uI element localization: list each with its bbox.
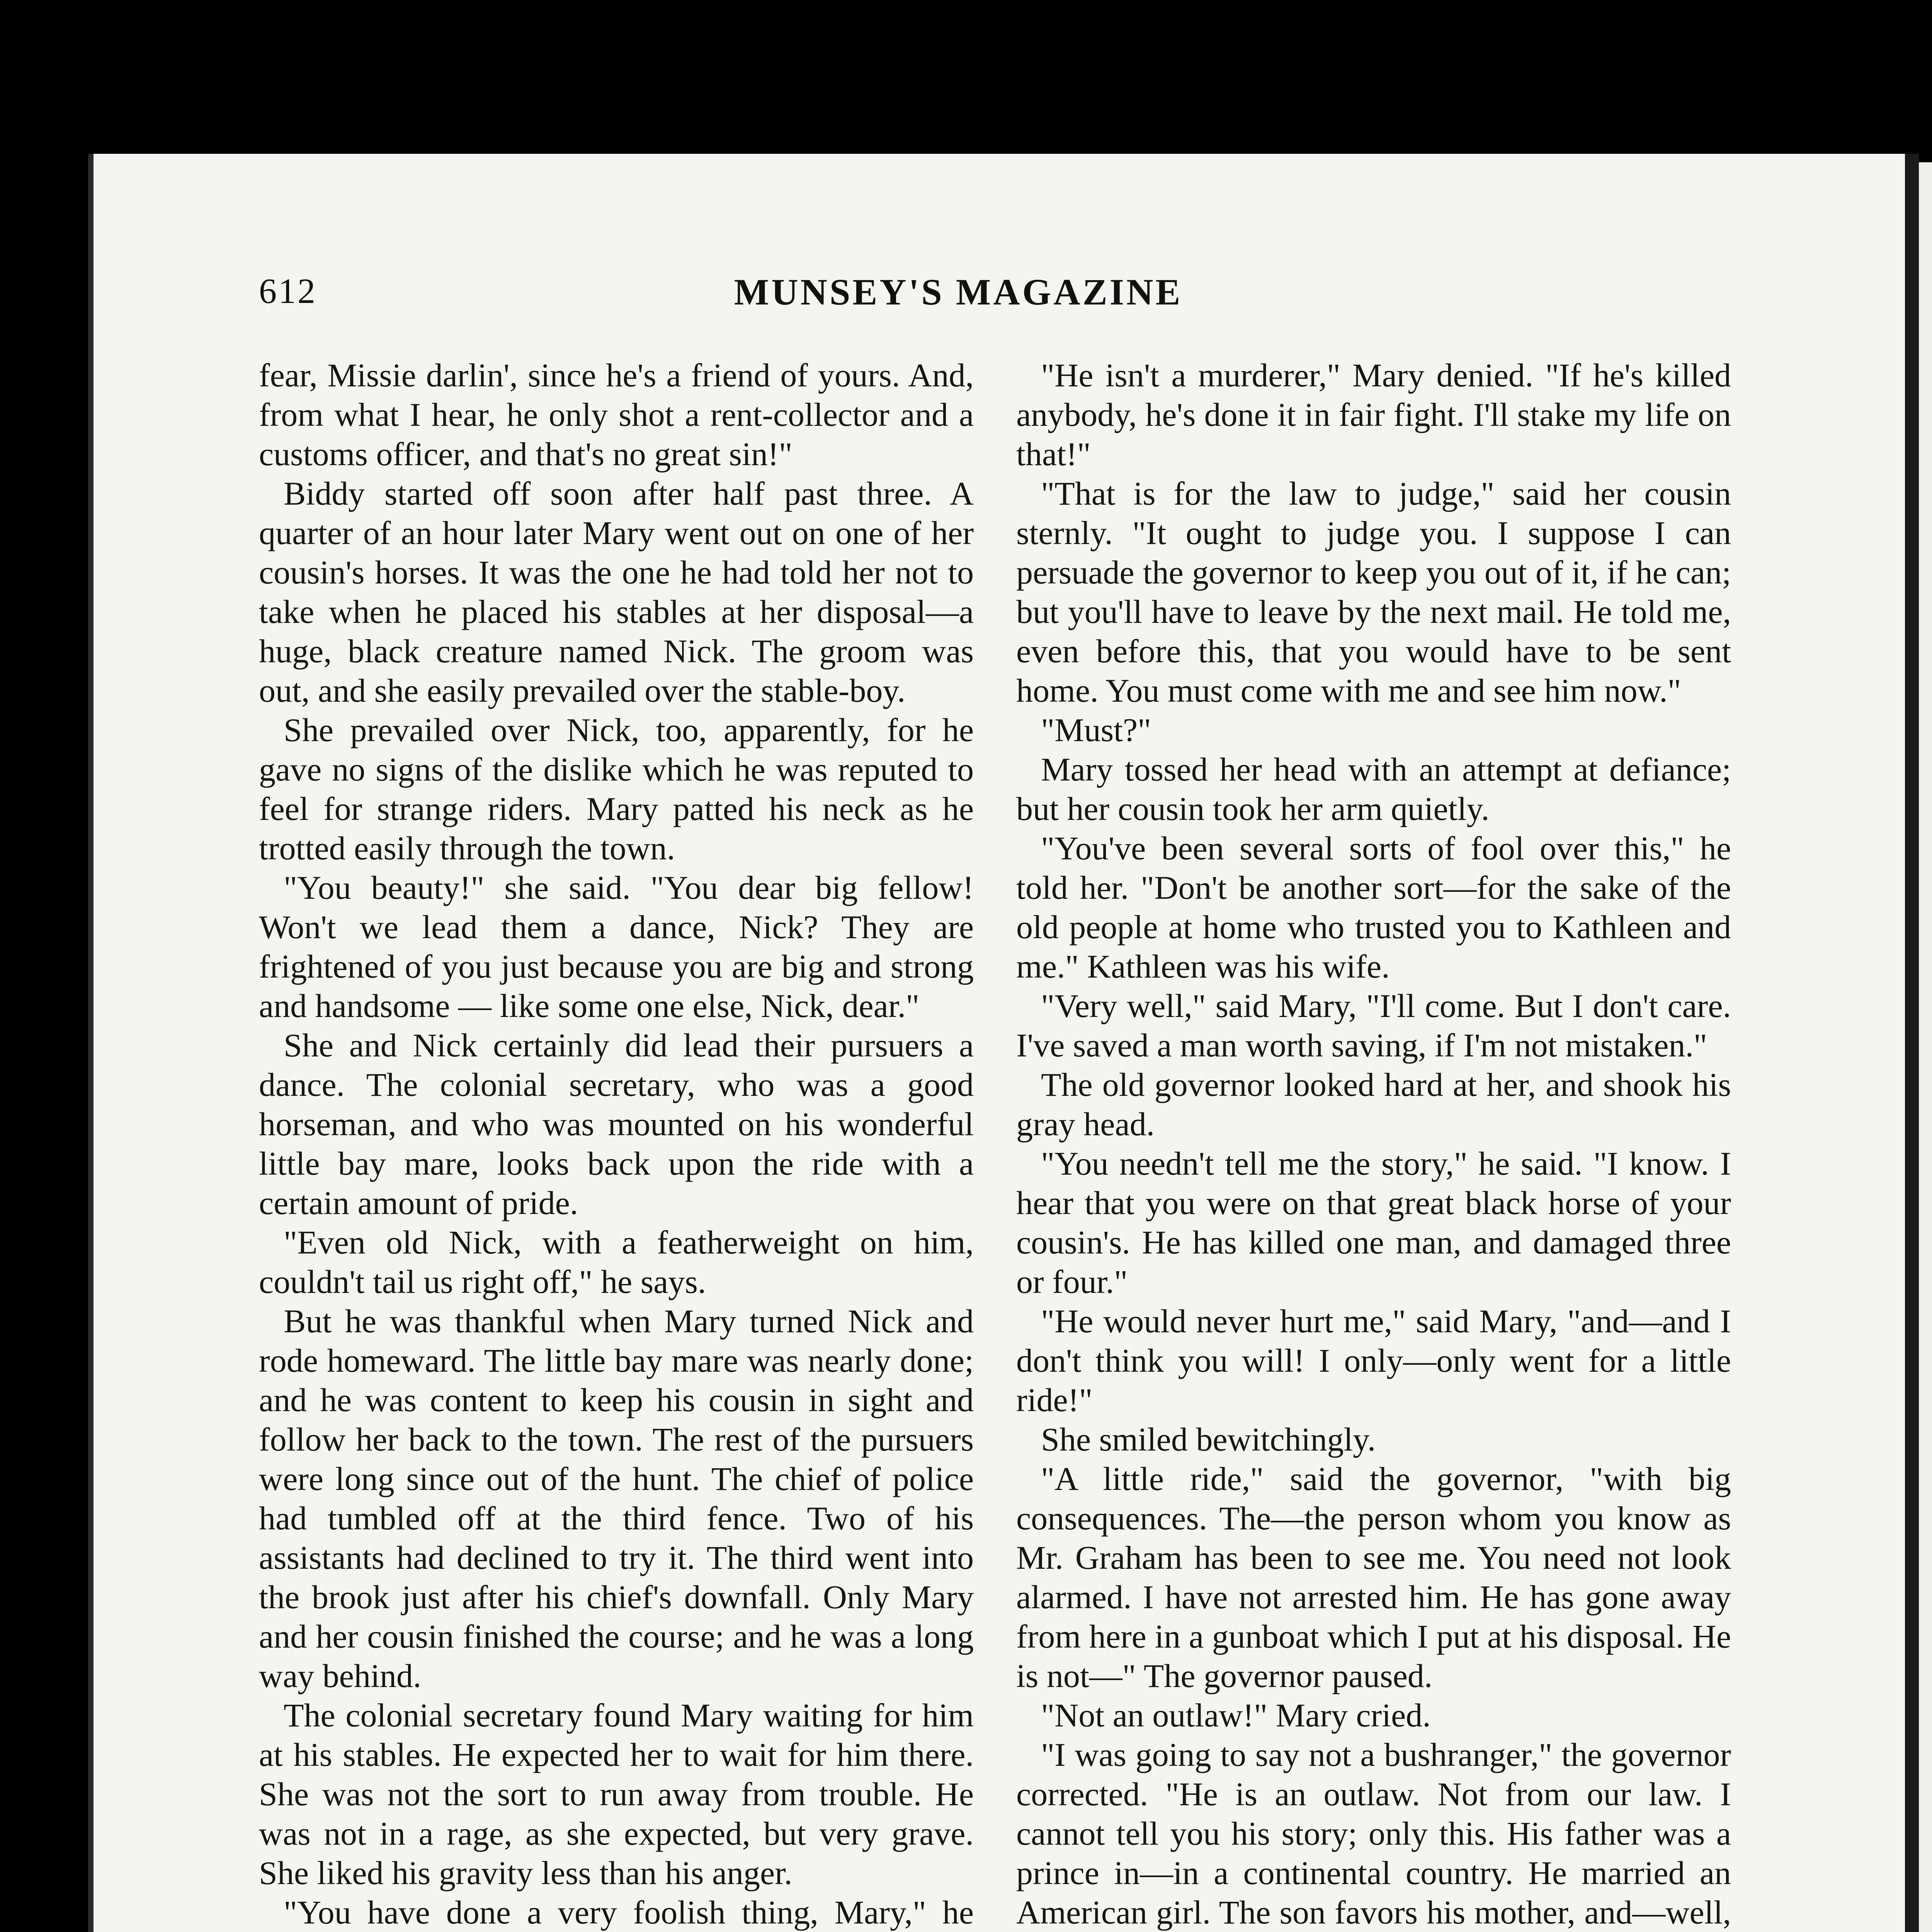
paragraph: The colonial secretary found Mary waiting for him at his stables. He expected her to wait for him there. She was not the sort to run away from trouble. He was not in a rage, as she expected, but very grave. She liked his gravity less than his anger. [259,1697,974,1891]
paragraph: But he was thankful when Mary turned Nick and rode homeward. The little bay mare was nearly done; and he was content to keep his cousin in sight and follow her back to the town. The rest of the pursuers were long since out of the hunt. The chief of police had tumbled off at the third fence. Two of his assistants had declined to try it. The third went into the brook just after his chief's downfall. Only Mary and her cousin finished the course; and he was a long way behind. [259,1303,974,1694]
paragraph: "Even old Nick, with a featherweight on him, couldn't tail us right off," he says. [259,1224,974,1300]
running-head: MUNSEY'S MAGAZINE [734,271,1183,313]
paragraph: Mary tossed her head with an attempt at defiance; but her cousin took her arm quietly. [1016,751,1731,827]
paragraph: "Not an outlaw!" Mary cried. [1041,1697,1431,1734]
paragraph: She and Nick certainly did lead their pursuers a dance. The colonial secretary, who was a good horseman, and who was mounted on his wonderful little bay mare, looks back upon the ride with a certain amount of pride. [259,1027,974,1221]
page-header [162,270,1754,317]
right-column [1016,355,1731,1932]
left-column [259,355,974,1932]
paragraph: "I was going to say not a bushranger," the governor corrected. "He is an outlaw. Not from our law. I cannot tell you his story; only this. His father was a prince in—in a continental country. He married an American girl. The son favors his mother, and—well, [1016,1736,1731,1931]
paragraph: She prevailed over Nick, too, apparently, for he gave no signs of the dislike which he was reputed to feel for strange riders. Mary patted his neck as he trotted easily through the town. [259,711,974,867]
paragraph: "You've been several sorts of fool over this," he told her. "Don't be another sort—for the sake of the old people at home who trusted you to Kathleen and me." Kathleen was his wife. [1016,830,1731,985]
paragraph: "Very well," said Mary, "I'll come. But I don't care. I've saved a man worth saving, if I'm not mistaken." [1016,987,1731,1064]
paragraph: fear, Missie darlin', since he's a friend of yours. And, from what I hear, he only shot a rent-collector and a customs officer, and that's no great sin!" [259,357,974,473]
paragraph: "A little ride," said the governor, "with big consequences. The—the person whom you know as Mr. Graham has been to see me. You need not look alarmed. I have not arrested him. He has gone away from here in a gunboat which I put at his disposal. He is not—" The governor paused. [1016,1460,1731,1694]
paragraph: "You have done a very foolish thing, Mary," he [284,1894,974,1931]
paragraph: "Must?" [1041,711,1151,748]
page-gutter-shadow [1905,154,1919,1932]
paragraph: Biddy started off soon after half past three. A quarter of an hour later Mary went out on one of her cousin's horses. It was the one he had told her not to take when he placed his stables at her disposal—a huge, black creature named Nick. The groom was out, and she easily prevailed over the stable-boy. [259,475,974,709]
paragraph: The old governor looked hard at her, and shook his gray head. [1016,1066,1731,1143]
paragraph: "You needn't tell me the story," he said. "I know. I hear that you were on that great black horse of your cousin's. He has killed one man, and damaged three or four." [1016,1145,1731,1300]
paragraph: "That is for the law to judge," said her cousin sternly. "It ought to judge you. I suppose I can persuade the governor to keep you out of it, if he can; but you'll have to leave by the next mail. He told me, even before this, that you would have to be sent home. You must come with me and see him now." [1016,475,1731,709]
paragraph: "He isn't a murderer," Mary denied. "If he's killed anybody, he's done it in fair fight. I'll stake my life on that!" [1016,357,1731,473]
facing-page-edge [1919,162,1932,1932]
page-number: 612 [259,271,317,311]
paragraph: "You beauty!" she said. "You dear big fellow! Won't we lead them a dance, Nick? They are frightened of you just because you are big and strong and handsome — like some one else, Nick, dear." [259,869,974,1024]
paragraph: She smiled bewitchingly. [1041,1421,1376,1458]
paragraph: "He would never hurt me," said Mary, "and—and I don't think you will! I only—only went for a little ride!" [1016,1303,1731,1418]
